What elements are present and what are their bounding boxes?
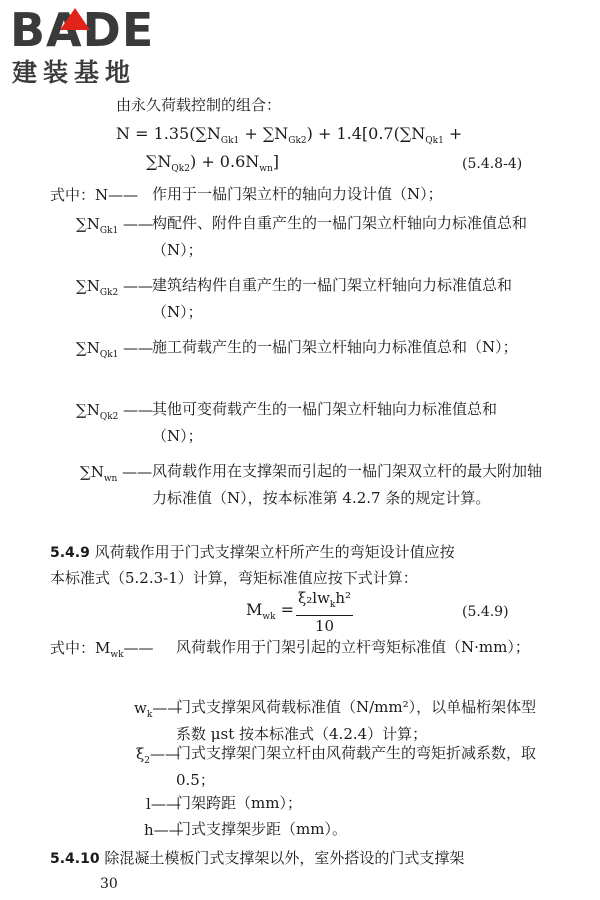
term-symbol: 式中：M xyxy=(50,639,111,657)
formula-sub: Qk1 xyxy=(425,136,444,147)
term-sub: wk xyxy=(110,650,124,660)
term-symbol: l xyxy=(146,795,151,813)
term-dash: —— xyxy=(117,463,153,481)
term-dash: —— xyxy=(153,821,184,839)
formula-text: M xyxy=(246,600,263,619)
formula-5-4-8-4-line2 xyxy=(146,152,279,179)
term-dash: —— xyxy=(118,401,154,419)
term-symbol: ∑N xyxy=(76,401,100,419)
term-sub: Gk1 xyxy=(99,226,119,236)
formula-text: N = 1.35(∑N xyxy=(116,124,221,143)
combination-intro: 由永久荷载控制的组合： xyxy=(116,96,282,114)
term-symbol: ξ xyxy=(136,745,145,763)
formula-5-4-9-fraction xyxy=(296,588,353,636)
definition-term: 式中：N—— xyxy=(50,186,139,204)
definition-term-wn xyxy=(80,462,152,489)
definition-term-qk1 xyxy=(76,338,153,365)
term-sub: wn xyxy=(103,474,118,484)
term-dash: —— xyxy=(150,795,181,813)
formula-sub: Gk1 xyxy=(220,136,240,147)
formula-text: h² xyxy=(335,589,352,607)
formula-5-4-9-lhs xyxy=(246,600,294,627)
term-sub: Qk2 xyxy=(99,412,119,422)
definition-desc: 门式支撑架门架立杆由风荷载产生的弯矩折减系数，取 0.5； xyxy=(176,744,537,789)
formula-number: (5.4.9) xyxy=(462,604,509,620)
formula-sub: wk xyxy=(262,612,276,623)
definition-term-gk2 xyxy=(76,276,153,303)
term-symbol: ∑N xyxy=(76,277,100,295)
definition-desc: 构配件、附件自重产生的一榀门架立杆轴向力标准值总和（N）； xyxy=(152,214,528,259)
term-symbol: ∑N xyxy=(76,339,100,357)
formula-text: ] xyxy=(272,152,279,171)
formula-text: + ∑N xyxy=(239,124,289,143)
formula-sub: k xyxy=(329,600,336,610)
definition-term-gk1 xyxy=(76,214,153,241)
definition-desc: 门式支撑架风荷载标准值（N/mm²），以单榀桁架体型系数 μst 按本标准式（4.2.4）计算； xyxy=(176,698,537,743)
term-sub: Qk1 xyxy=(99,350,119,360)
clause-5-4-9-line1 xyxy=(50,542,455,563)
definition-desc: 门式支撑架步距（mm）。 xyxy=(176,820,347,838)
term-symbol: w xyxy=(134,699,147,717)
term-sub: k xyxy=(146,710,153,720)
definition-desc: 门架跨距（mm）； xyxy=(176,794,302,812)
formula-text: + xyxy=(443,124,463,143)
fraction-numerator xyxy=(296,588,353,616)
clause-5-4-10-line1 xyxy=(50,848,464,869)
formula-sub: Gk2 xyxy=(288,136,307,147)
page-number: 30 xyxy=(100,876,118,892)
definition-desc: 建筑结构件自重产生的一榀门架立杆轴向力标准值总和（N）； xyxy=(152,276,513,321)
clause-number: 5.4.10 xyxy=(50,851,100,867)
logo-red-triangle-icon xyxy=(60,8,90,30)
term-sub: 2 xyxy=(144,756,150,766)
formula-5-4-8-4-line1 xyxy=(116,124,462,151)
formula-text: = xyxy=(275,600,295,619)
term-dash: —— xyxy=(118,277,153,295)
definition-term-qk2 xyxy=(76,400,153,427)
term-symbol: h xyxy=(144,821,154,839)
formula-number: (5.4.8-4) xyxy=(462,156,523,172)
term-dash: —— xyxy=(152,699,183,717)
definition-desc: 风荷载作用于门架引起的立杆弯矩标准值（N·mm）； xyxy=(176,638,530,656)
definition-term-mwk xyxy=(50,638,154,665)
clause-5-4-9-line2: 本标准式（5.2.3-1）计算，弯矩标准值应按下式计算： xyxy=(50,569,418,587)
term-dash: —— xyxy=(118,339,154,357)
term-symbol: ∑N xyxy=(80,463,104,481)
bade-logo xyxy=(10,4,180,94)
definition-term-xi2 xyxy=(136,744,180,771)
formula-text: ∑N xyxy=(146,152,172,171)
clause-text: 除混凝土模板门式支撑架以外，室外搭设的门式支撑架 xyxy=(104,849,465,867)
term-sub: Gk2 xyxy=(99,288,119,298)
formula-sub: wn xyxy=(259,164,273,175)
definition-desc: 施工荷载产生的一榀门架立杆轴向力标准值总和（N）； xyxy=(152,338,518,356)
term-dash: —— xyxy=(123,639,154,657)
clause-text: 风荷载作用于门式支撑架立杆所产生的弯矩设计值应按 xyxy=(94,543,455,561)
definition-desc: 风荷载作用在支撑架而引起的一榀门架双立杆的最大附加轴力标准值（N），按本标准第 4.2.7 条的规定计算。 xyxy=(152,462,543,507)
logo-subtitle: 建装基地 xyxy=(12,58,137,87)
term-dash: —— xyxy=(118,215,153,233)
formula-text: ) + 0.6N xyxy=(189,152,260,171)
logo-wordmark: BADE xyxy=(10,3,155,57)
term-symbol: ∑N xyxy=(76,215,100,233)
definition-desc: 其他可变荷载产生的一榀门架立杆轴向力标准值总和（N）； xyxy=(152,400,498,445)
formula-text: ) + 1.4[0.7(∑N xyxy=(306,124,426,143)
fraction-denominator: 10 xyxy=(314,617,335,635)
term-dash: —— xyxy=(150,745,180,763)
formula-text: ξ₂lw xyxy=(298,589,330,607)
formula-sub: Qk2 xyxy=(171,164,190,175)
clause-number: 5.4.9 xyxy=(50,545,90,561)
definition-desc: 作用于一榀门架立杆的轴向力设计值（N）； xyxy=(152,185,443,203)
